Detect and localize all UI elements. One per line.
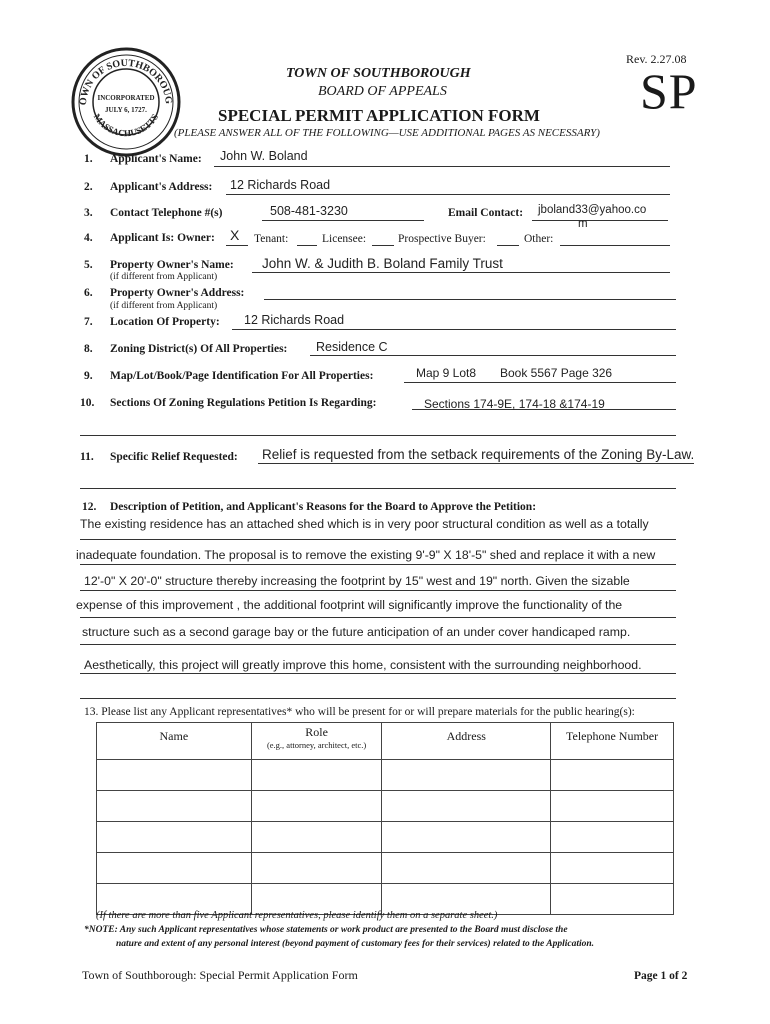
table-cell[interactable] [97,822,252,853]
seal-text-bottom: MASSACHUSETTS [91,111,161,139]
town-seal [70,46,182,158]
more-representatives-note: (If there are more than five Applicant representatives, please identify them on a separate sheet.) [96,910,498,921]
column-address: Address [382,723,551,760]
owner-address-label: Property Owner's Address: [110,287,245,299]
owner-mark[interactable]: X [230,227,240,243]
zoning-sections-line-2 [80,435,676,436]
zoning-district-label: Zoning District(s) Of All Properties: [110,343,288,355]
tenant-label: Tenant: [254,233,289,245]
licensee-line [372,245,394,246]
disclosure-note-1: *NOTE: Any such Applicant representatives whose statements or work product are presented to the Board must disclose the [84,925,568,935]
field-2-number: 2. [84,181,93,193]
petition-rule-2 [80,564,676,565]
licensee-label: Licensee: [322,233,367,245]
petition-line-5[interactable]: structure such as a second garage bay or the future anticipation of an under cover handicaped ramp. [82,625,631,639]
table-row [97,853,674,884]
disclosure-note-2: nature and extent of any personal interest (beyond payment of customary fees for their services) related to the Application. [116,939,595,949]
table-cell[interactable] [251,853,382,884]
petition-line-6[interactable]: Aesthetically, this project will greatly improve this home, consistent with the surrounding neighborhood. [84,658,642,672]
applicant-address-line [226,194,670,195]
field-9-number: 9. [84,370,93,382]
prospective-buyer-label: Prospective Buyer: [398,233,486,245]
map-lot-value[interactable]: Map 9 Lot8 [416,366,477,380]
relief-requested-line-2 [80,488,676,489]
table-cell[interactable] [251,822,382,853]
town-name: TOWN OF SOUTHBOROUGH [286,66,471,81]
representatives-label-text: Please list any Applicant representatives* who will be present for or will prepare materials for the public hearing(s): [101,706,635,718]
email-label: Email Contact: [448,207,524,219]
table-cell[interactable] [97,791,252,822]
svg-text:MASSACHUSETTS [92,112,160,138]
relief-requested-line [258,463,694,464]
petition-description-label: Description of Petition, and Applicant's Reasons for the Board to Approve the Petition: [110,501,537,513]
relief-requested-value[interactable]: Relief is requested from the setback requirements of the Zoning By-Law. [262,447,695,462]
zoning-sections-value[interactable]: Sections 174-9E, 174-18 &174-19 [424,397,605,411]
field-8-number: 8. [84,343,93,355]
seal-inc: INCORPORATED [97,94,155,102]
tenant-line [297,245,317,246]
table-cell[interactable] [382,822,551,853]
telephone-label: Contact Telephone #(s) [110,207,223,219]
page-number: Page 1 of 2 [634,970,688,982]
table-cell[interactable] [551,760,674,791]
table-cell[interactable] [251,791,382,822]
field-1-number: 1. [84,153,93,165]
form-code: SP [640,63,698,119]
petition-line-2[interactable]: inadequate foundation. The proposal is to remove the existing 9'-9" X 18'-5" shed and replace it with a new [76,548,656,562]
column-role: Role (e.g., attorney, architect, etc.) [251,723,382,760]
applicant-name-label: Applicant's Name: [110,153,202,165]
email-line [532,220,668,221]
table-row [97,760,674,791]
table-row [97,791,674,822]
field-11-number: 11. [80,451,94,463]
table-cell[interactable] [382,853,551,884]
email-value-wrap: m [578,218,588,230]
petition-rule-7 [80,698,676,699]
table-cell[interactable] [382,791,551,822]
table-cell[interactable] [551,853,674,884]
representatives-label [84,706,635,718]
field-12-number: 12. [82,501,97,513]
table-cell[interactable] [97,853,252,884]
other-label: Other: [524,233,554,245]
owner-name-value[interactable]: John W. & Judith B. Boland Family Trust [262,256,503,271]
table-cell[interactable] [551,791,674,822]
relief-requested-label: Specific Relief Requested: [110,451,238,463]
petition-rule-5 [80,644,676,645]
telephone-line [262,220,424,221]
property-location-line [232,329,676,330]
field-5-number: 5. [84,259,93,271]
property-location-value[interactable]: 12 Richards Road [244,313,345,327]
petition-line-3[interactable]: 12'-0" X 20'-0" structure thereby increasing the footprint by 15" west and 19" north. Given the sizable [84,574,630,588]
applicant-name-value[interactable]: John W. Boland [220,149,308,163]
table-cell[interactable] [97,760,252,791]
petition-line-1[interactable]: The existing residence has an attached shed which is in very poor structural condition as well as a totally [80,517,649,531]
footer-title: Town of Southborough: Special Permit Application Form [82,968,358,982]
field-4-number: 4. [84,232,93,244]
applicant-name-line [214,166,670,167]
owner-line [226,245,248,246]
field-6-number: 6. [84,287,93,299]
field-3-number: 3. [84,207,93,219]
representatives-table [96,722,674,915]
seal-date: JULY 6, 1727. [105,106,147,114]
table-cell[interactable] [382,760,551,791]
table-header-row [97,723,674,760]
petition-rule-6 [80,673,676,674]
petition-line-4[interactable]: expense of this improvement , the additional footprint will significantly improve the functionality of the [76,598,623,612]
petition-rule-4 [80,617,676,618]
book-page-value[interactable]: Book 5567 Page 326 [500,366,613,380]
buyer-line [497,245,519,246]
owner-name-label: Property Owner's Name: [110,259,234,271]
column-name: Name [97,723,252,760]
telephone-value[interactable]: 508-481-3230 [270,204,348,218]
owner-name-line [252,272,670,273]
column-telephone: Telephone Number [551,723,674,760]
seal-text-top: OWN OF SOUTHBOROUG [77,57,175,106]
zoning-district-value[interactable]: Residence C [316,340,388,354]
map-lot-line [404,382,676,383]
form-title: SPECIAL PERMIT APPLICATION FORM [218,106,540,125]
field-13-number: 13. [84,706,99,718]
owner-name-note: (if different from Applicant) [110,272,218,282]
field-7-number: 7. [84,316,93,328]
petition-rule-1 [80,539,676,540]
applicant-address-value[interactable]: 12 Richards Road [230,178,331,192]
revision-label: Rev. 2.27.08 [626,52,687,66]
table-cell[interactable] [551,822,674,853]
zoning-district-line [310,355,676,356]
email-value[interactable]: jboland33@yahoo.co [538,204,647,216]
table-cell[interactable] [251,760,382,791]
table-row [97,822,674,853]
board-name: BOARD OF APPEALS [318,84,447,99]
table-cell[interactable] [551,884,674,915]
map-lot-label: Map/Lot/Book/Page Identification For All Properties: [110,370,374,382]
owner-address-line [264,299,676,300]
role-subtitle: (e.g., attorney, architect, etc.) [266,740,367,750]
applicant-is-label: Applicant Is: Owner: [110,232,215,244]
field-10-number: 10. [80,397,95,409]
form-instructions: (PLEASE ANSWER ALL OF THE FOLLOWING—USE ADDITIONAL PAGES AS NECESSARY) [174,127,600,139]
owner-address-note: (if different from Applicant) [110,301,218,311]
property-location-label: Location Of Property: [110,316,220,328]
zoning-sections-label: Sections Of Zoning Regulations Petition Is Regarding: [110,397,377,409]
petition-rule-3 [80,590,676,591]
other-line [560,245,670,246]
applicant-address-label: Applicant's Address: [110,181,213,193]
